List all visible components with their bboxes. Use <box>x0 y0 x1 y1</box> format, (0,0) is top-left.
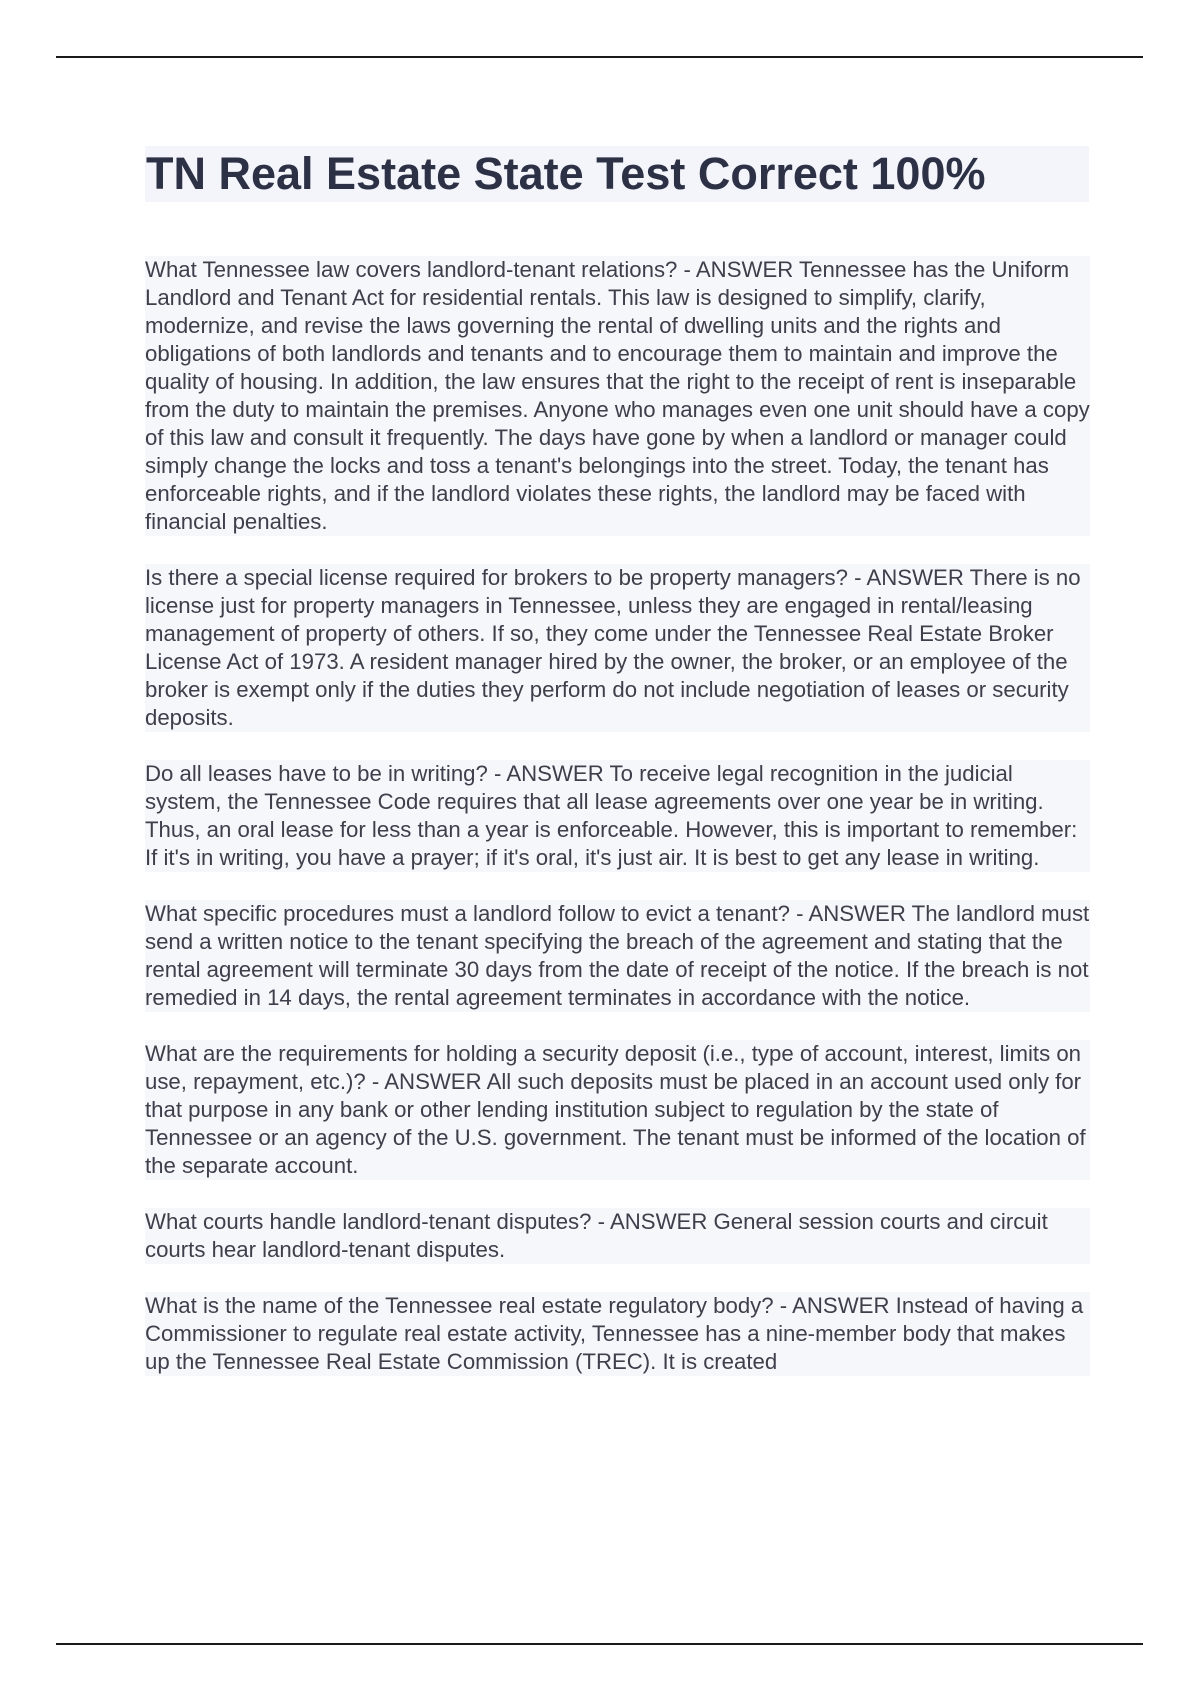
qa-item-eviction-procedures: What specific procedures must a landlord follow to evict a tenant? - ANSWER The landlord must send a written notice to the tenant specifying the breach of the agreement and stating that the rental agreement will terminate 30 days from the date of receipt of the notice. If the breach is not remedied in 14 days, the rental agreement terminates in accordance with the notice. <box>145 901 1090 1010</box>
document-body <box>145 256 1090 1404</box>
qa-item-dispute-courts: What courts handle landlord-tenant disputes? - ANSWER General session courts and circuit courts hear landlord-tenant disputes. <box>145 1208 1090 1264</box>
qa-item-regulatory-body: What is the name of the Tennessee real estate regulatory body? - ANSWER Instead of having a Commissioner to regulate real estate activity, Tennessee has a nine-member body that makes up the Tennessee Real Estate Commission (TREC). It is created <box>145 1292 1090 1376</box>
bottom-divider <box>56 1643 1143 1645</box>
qa-item-landlord-tenant-law: What Tennessee law covers landlord-tenant relations? - ANSWER Tennessee has the Uniform Landlord and Tenant Act for residential rentals. This law is designed to simplify, clarify, modernize, and revise the laws governing the rental of dwelling units and the rights and obligations of both landlords and tenants and to encourage them to maintain and improve the quality of housing. In addition, the law ensures that the right to the receipt of rent is inseparable from the duty to maintain the premises. Anyone who manages even one unit should have a copy of this law and consult it frequently. The days have gone by when a landlord or manager could simply change the locks and toss a tenant's belongings into the street. Today, the tenant has enforceable rights, and if the landlord violates these rights, the landlord may be faced with financial penalties. <box>145 257 1090 534</box>
top-divider <box>56 56 1143 58</box>
qa-item-property-manager-license: Is there a special license required for brokers to be property managers? - ANSWER There is no license just for property managers in Tennessee, unless they are engaged in rental/leasing management of property of others. If so, they come under the Tennessee Real Estate Broker License Act of 1973. A resident manager hired by the owner, the broker, or an employee of the broker is exempt only if the duties they perform do not include negotiation of leases or security deposits. <box>145 564 1090 732</box>
document-title: TN Real Estate State Test Correct 100% <box>145 146 1089 202</box>
qa-item-leases-in-writing: Do all leases have to be in writing? - ANSWER To receive legal recognition in the judicial system, the Tennessee Code requires that all lease agreements over one year be in writing. Thus, an oral lease for less than a year is enforceable. However, this is important to remember: If it's in writing, you have a prayer; if it's oral, it's just air. It is best to get any lease in writing. <box>145 760 1090 872</box>
qa-item-security-deposit: What are the requirements for holding a security deposit (i.e., type of account, interest, limits on use, repayment, etc.)? - ANSWER All such deposits must be placed in an account used only for that purpose in any bank or other lending institution subject to regulation by the state of Tennessee or an agency of the U.S. government. The tenant must be informed of the location of the separate account. <box>145 1040 1090 1180</box>
